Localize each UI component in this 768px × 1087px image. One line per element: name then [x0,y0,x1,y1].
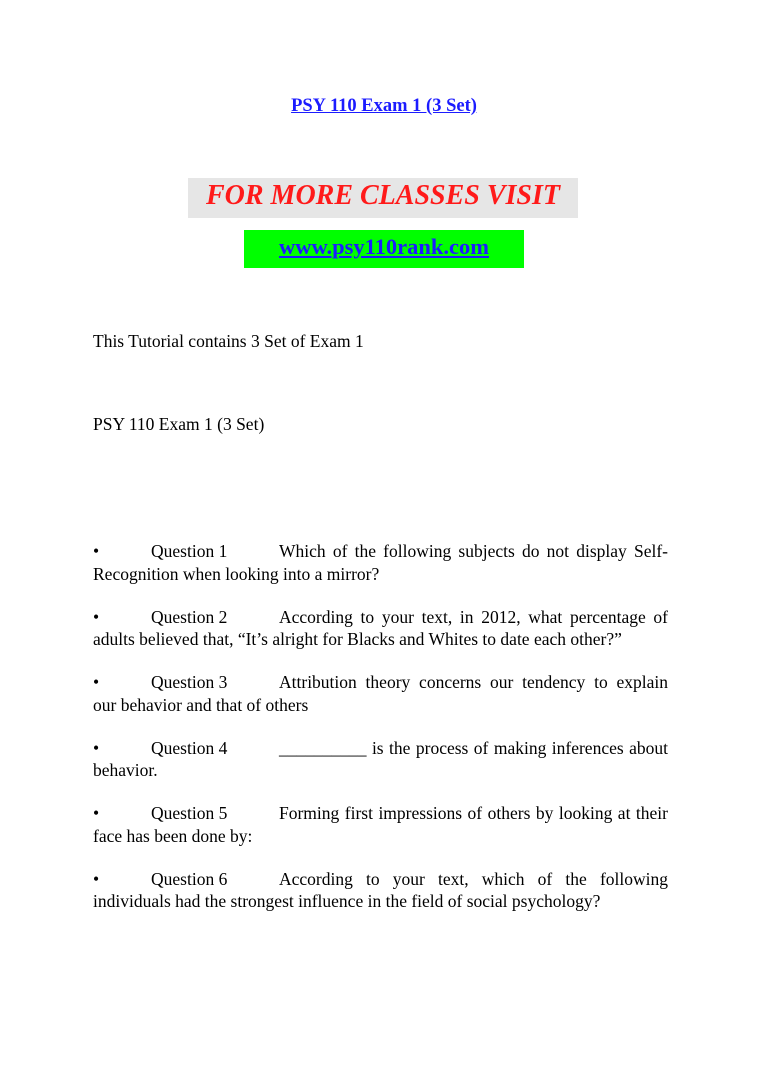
question-text: __________ is the process of making inferences about behavior. [93,737,668,780]
question-item-3 [93,671,668,716]
subtitle-text: PSY 110 Exam 1 (3 Set) [93,414,265,434]
question-label: Question 1 [151,541,228,561]
question-item-5 [93,802,668,847]
question-item-2 [93,606,668,651]
question-label: Question 5 [151,803,228,823]
bullet-icon: • [93,803,100,823]
question-item-4 [93,737,668,782]
bullet-icon: • [93,737,100,758]
question-label: Question 3 [151,672,228,692]
bullet-icon: • [93,606,100,627]
bullet-icon: • [93,541,100,561]
bullet-icon: • [93,672,100,692]
question-item-1 [93,540,668,585]
question-item-6 [93,868,668,913]
title-link[interactable]: PSY 110 Exam 1 (3 Set) [291,96,477,116]
bullet-icon: • [93,868,100,889]
visit-heading: FOR MORE CLASSES VISIT [205,180,561,211]
question-text: Attribution theory concerns our tendency to explain our behavior and that of others [93,672,668,715]
question-label: Question 2 [151,606,228,627]
question-text: Forming first impressions of others by looking at their face has been done by: [93,803,668,846]
intro-text: This Tutorial contains 3 Set of Exam 1 [93,331,364,351]
question-label: Question 6 [151,868,228,889]
question-text: According to your text, which of the following individuals had the strongest influence in the field of social psychology? [93,868,668,911]
question-list [93,540,668,933]
site-link[interactable]: www.psy110rank.com [278,234,490,259]
question-label: Question 4 [151,737,228,758]
question-text: Which of the following subjects do not display Self-Recognition when looking into a mirror? [93,541,668,584]
question-text: According to your text, in 2012, what percentage of adults believed that, “It’s alright for Blacks and Whites to date each other?” [93,606,668,649]
